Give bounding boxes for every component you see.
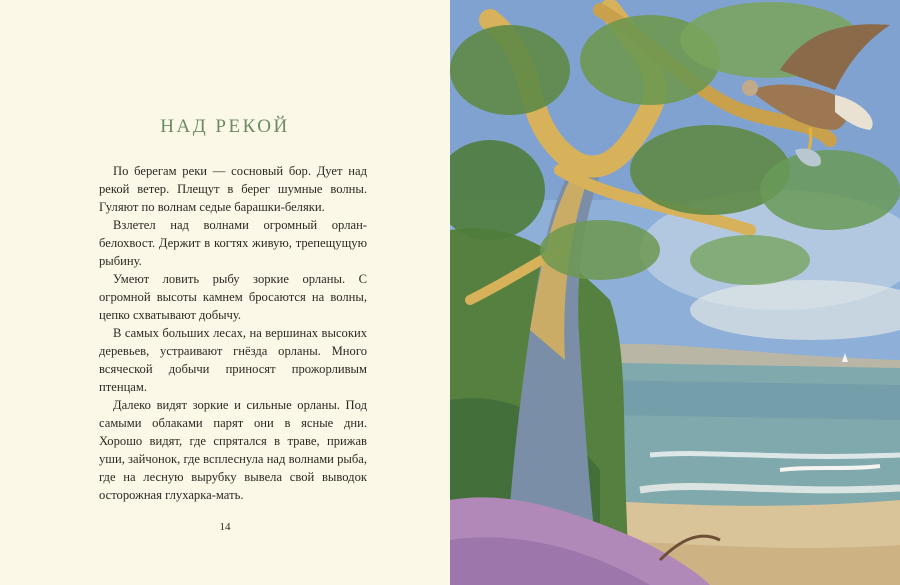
page-number: 14 [219, 521, 231, 533]
chapter-title: НАД РЕКОЙ [160, 116, 290, 137]
paragraph: Умеют ловить рыбу зоркие орланы. С огромной высоты камнем бросаются на волны, цепко схватывают добычу. [99, 272, 367, 322]
paragraph: По берегам реки — сосновый бор. Дует над рекой ветер. Плещут в берег шумные волны. Гуляют по волнам седые барашки-беляки. [99, 164, 367, 214]
paragraph: В самых больших лесах, на вершинах высоких деревьев, устраивают гнёзда орланы. Много всяческой добычи приносят прожорливым птенцам. [99, 326, 367, 394]
paragraph: Далеко видят зоркие и сильные орланы. Под самыми облаками парят они в ясные дни. Хорошо видят, где спрятался в траве, прижав уши, зайчонок, где всплеснула над волнами рыба, где на лесную вырубку вывела свой выводок осторожная глухарка-мать. [99, 398, 367, 502]
illustration-painting [450, 0, 900, 585]
illustration-page [450, 0, 900, 585]
body-text [99, 162, 367, 504]
paragraph: Взлетел над волнами огромный орлан-белохвост. Держит в когтях живую, трепещущую рыбину. [99, 218, 367, 268]
